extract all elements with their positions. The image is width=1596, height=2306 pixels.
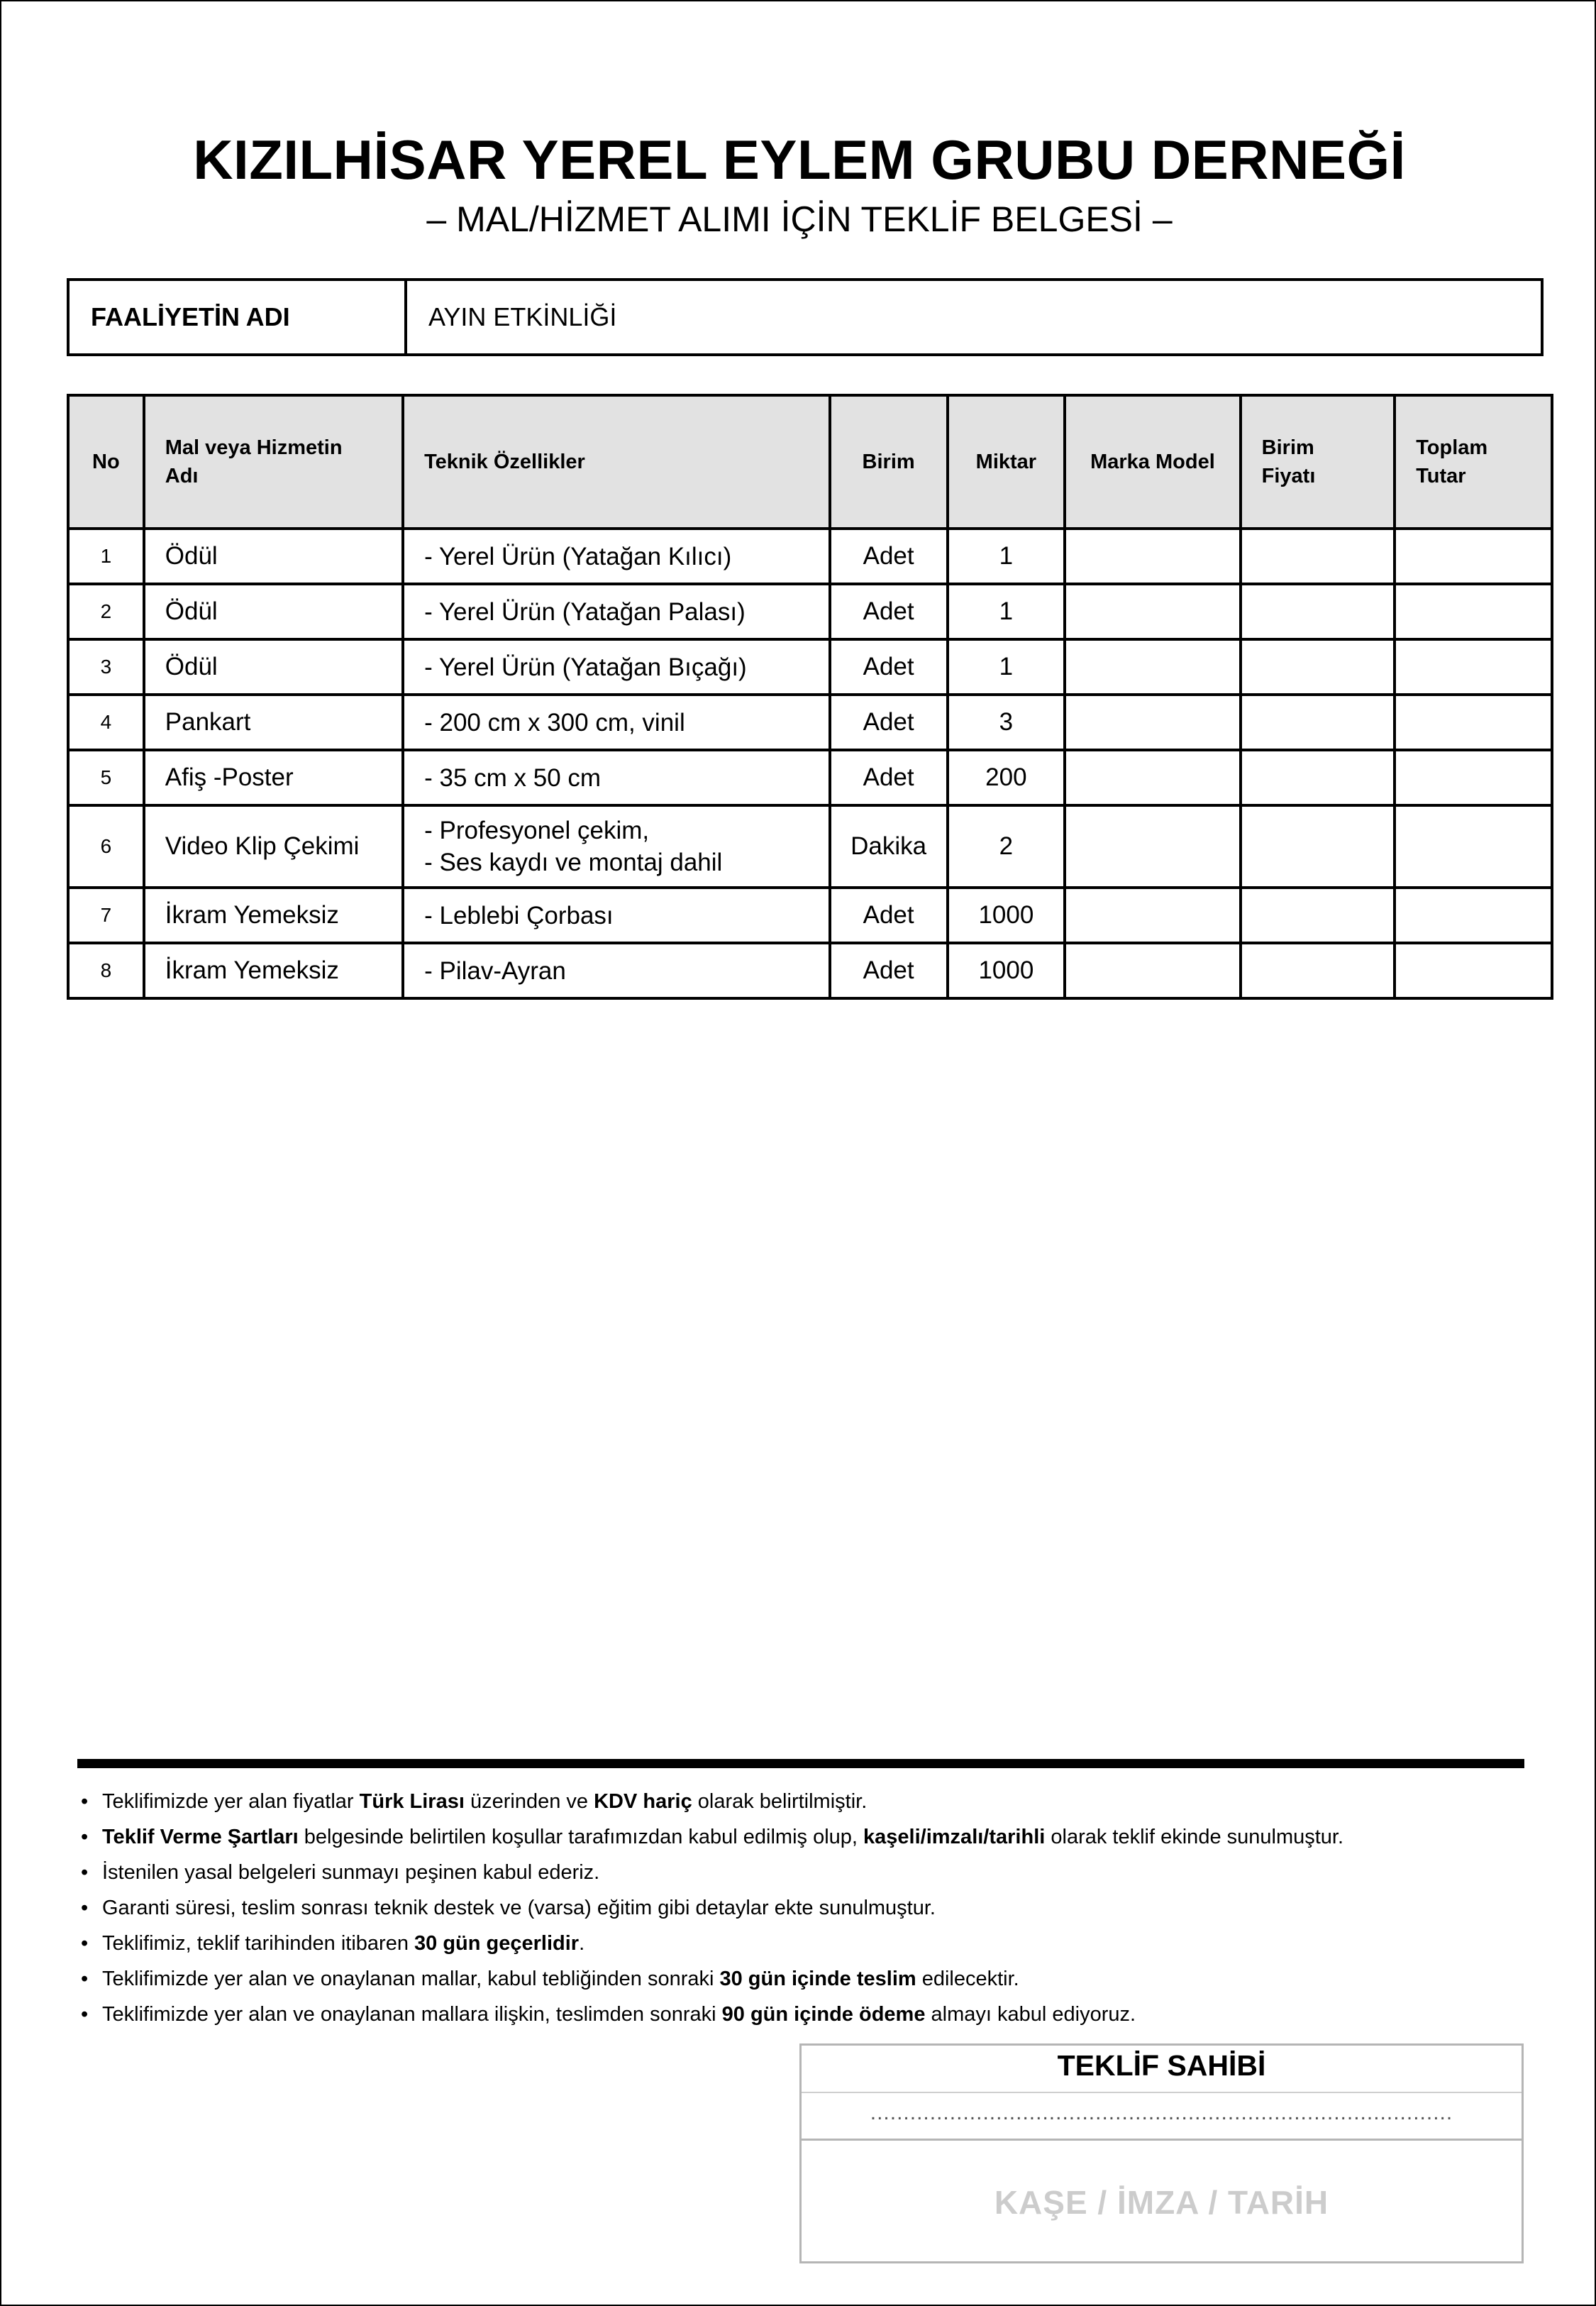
row-qty: 200 (948, 750, 1065, 805)
organization-title: KIZILHİSAR YEREL EYLEM GRUBU DERNEĞİ (193, 128, 1406, 191)
activity-table (67, 278, 1544, 356)
row-unit: Adet (830, 639, 948, 695)
row-name: İkram Yemeksiz (144, 943, 403, 998)
row-no: 7 (68, 888, 144, 943)
row-total-cell[interactable] (1395, 888, 1552, 943)
divider (77, 1759, 1524, 1768)
row-name: Pankart (144, 695, 403, 750)
bidder-title: TEKLİF SAHİBİ (802, 2046, 1522, 2093)
row-qty: 2 (948, 805, 1065, 888)
row-name: Ödül (144, 639, 403, 695)
row-brand-cell[interactable] (1065, 529, 1240, 584)
row-unit: Adet (830, 695, 948, 750)
list-item: • Garanti süresi, teslim sonrası teknik destek ve (varsa) eğitim gibi detaylar ekte sunulmuştur. (81, 1890, 1542, 1926)
header-name: Mal veya Hizmetin Adı (144, 395, 403, 529)
row-total-cell[interactable] (1395, 695, 1552, 750)
row-no: 2 (68, 584, 144, 639)
row-no: 6 (68, 805, 144, 888)
row-spec: - Yerel Ürün (Yatağan Bıçağı) (403, 639, 830, 695)
row-qty: 1000 (948, 943, 1065, 998)
row-brand-cell[interactable] (1065, 805, 1240, 888)
list-item: • Teklif Verme Şartları belgesinde belirtilen koşullar tarafımızdan kabul edilmiş olup, kaşeli/imzalı/tarihli olarak teklif ekinde sunulmuştur. (81, 1819, 1542, 1855)
row-no: 5 (68, 750, 144, 805)
activity-value: AYIN ETKİNLİĞİ (406, 280, 1542, 355)
table-row (68, 805, 1552, 888)
row-unit: Adet (830, 888, 948, 943)
row-unit-price-cell[interactable] (1241, 805, 1395, 888)
row-unit: Adet (830, 529, 948, 584)
row-no: 4 (68, 695, 144, 750)
row-qty: 1000 (948, 888, 1065, 943)
row-unit-price-cell[interactable] (1241, 639, 1395, 695)
header-total: Toplam Tutar (1395, 395, 1552, 529)
table-row (68, 584, 1552, 639)
header-brand: Marka Model (1065, 395, 1240, 529)
terms-list (81, 1784, 1542, 2032)
table-row (68, 639, 1552, 695)
row-name: İkram Yemeksiz (144, 888, 403, 943)
row-total-cell[interactable] (1395, 584, 1552, 639)
bidder-name-line[interactable]: ........................................................................................ (802, 2093, 1522, 2141)
row-brand-cell[interactable] (1065, 750, 1240, 805)
list-item: • Teklifimizde yer alan fiyatlar Türk Lirası üzerinden ve KDV hariç olarak belirtilmiştir. (81, 1784, 1542, 1819)
row-unit-price-cell[interactable] (1241, 584, 1395, 639)
row-total-cell[interactable] (1395, 943, 1552, 998)
table-row (68, 943, 1552, 998)
table-row (68, 695, 1552, 750)
row-spec: - Leblebi Çorbası (403, 888, 830, 943)
table-header-row (68, 395, 1552, 529)
row-total-cell[interactable] (1395, 805, 1552, 888)
list-item: • Teklifimizde yer alan ve onaylanan mallara ilişkin, teslimden sonraki 90 gün içinde ödeme almayı kabul ediyoruz. (81, 1997, 1542, 2032)
row-unit: Adet (830, 584, 948, 639)
list-item: • İstenilen yasal belgeleri sunmayı peşinen kabul ederiz. (81, 1855, 1542, 1890)
row-total-cell[interactable] (1395, 750, 1552, 805)
table-row (68, 750, 1552, 805)
row-spec: - 200 cm x 300 cm, vinil (403, 695, 830, 750)
row-no: 1 (68, 529, 144, 584)
row-total-cell[interactable] (1395, 639, 1552, 695)
header-no: No (68, 395, 144, 529)
row-spec: - Yerel Ürün (Yatağan Kılıcı) (403, 529, 830, 584)
table-row (68, 529, 1552, 584)
row-name: Ödül (144, 529, 403, 584)
row-unit-price-cell[interactable] (1241, 695, 1395, 750)
row-brand-cell[interactable] (1065, 584, 1240, 639)
row-qty: 1 (948, 584, 1065, 639)
row-spec: - Profesyonel çekim, - Ses kaydı ve montaj dahil (403, 805, 830, 888)
row-unit-price-cell[interactable] (1241, 529, 1395, 584)
items-table (67, 394, 1553, 1000)
header-qty: Miktar (948, 395, 1065, 529)
row-unit: Dakika (830, 805, 948, 888)
row-spec: - Pilav-Ayran (403, 943, 830, 998)
row-name: Ödül (144, 584, 403, 639)
row-no: 8 (68, 943, 144, 998)
row-brand-cell[interactable] (1065, 943, 1240, 998)
stamp-signature-date-area[interactable]: KAŞE / İMZA / TARİH (994, 2184, 1329, 2221)
row-total-cell[interactable] (1395, 529, 1552, 584)
header-unit-price: Birim Fiyatı (1241, 395, 1395, 529)
table-row (68, 888, 1552, 943)
row-brand-cell[interactable] (1065, 639, 1240, 695)
row-spec: - 35 cm x 50 cm (403, 750, 830, 805)
row-brand-cell[interactable] (1065, 888, 1240, 943)
row-spec: - Yerel Ürün (Yatağan Palası) (403, 584, 830, 639)
row-qty: 3 (948, 695, 1065, 750)
signature-box (799, 2043, 1524, 2263)
row-unit-price-cell[interactable] (1241, 888, 1395, 943)
header-unit: Birim (830, 395, 948, 529)
activity-label: FAALİYETİN ADI (68, 280, 406, 355)
row-name: Video Klip Çekimi (144, 805, 403, 888)
list-item: • Teklifimiz, teklif tarihinden itibaren 30 gün geçerlidir. (81, 1926, 1542, 1961)
row-unit-price-cell[interactable] (1241, 750, 1395, 805)
row-unit: Adet (830, 943, 948, 998)
header-spec: Teknik Özellikler (403, 395, 830, 529)
row-qty: 1 (948, 639, 1065, 695)
row-qty: 1 (948, 529, 1065, 584)
row-no: 3 (68, 639, 144, 695)
row-name: Afiş -Poster (144, 750, 403, 805)
list-item: • Teklifimizde yer alan ve onaylanan mallar, kabul tebliğinden sonraki 30 gün içinde teslim edilecektir. (81, 1961, 1542, 1997)
document-subtitle: – MAL/HİZMET ALIMI İÇİN TEKLİF BELGESİ – (426, 199, 1173, 239)
row-brand-cell[interactable] (1065, 695, 1240, 750)
row-unit-price-cell[interactable] (1241, 943, 1395, 998)
row-unit: Adet (830, 750, 948, 805)
